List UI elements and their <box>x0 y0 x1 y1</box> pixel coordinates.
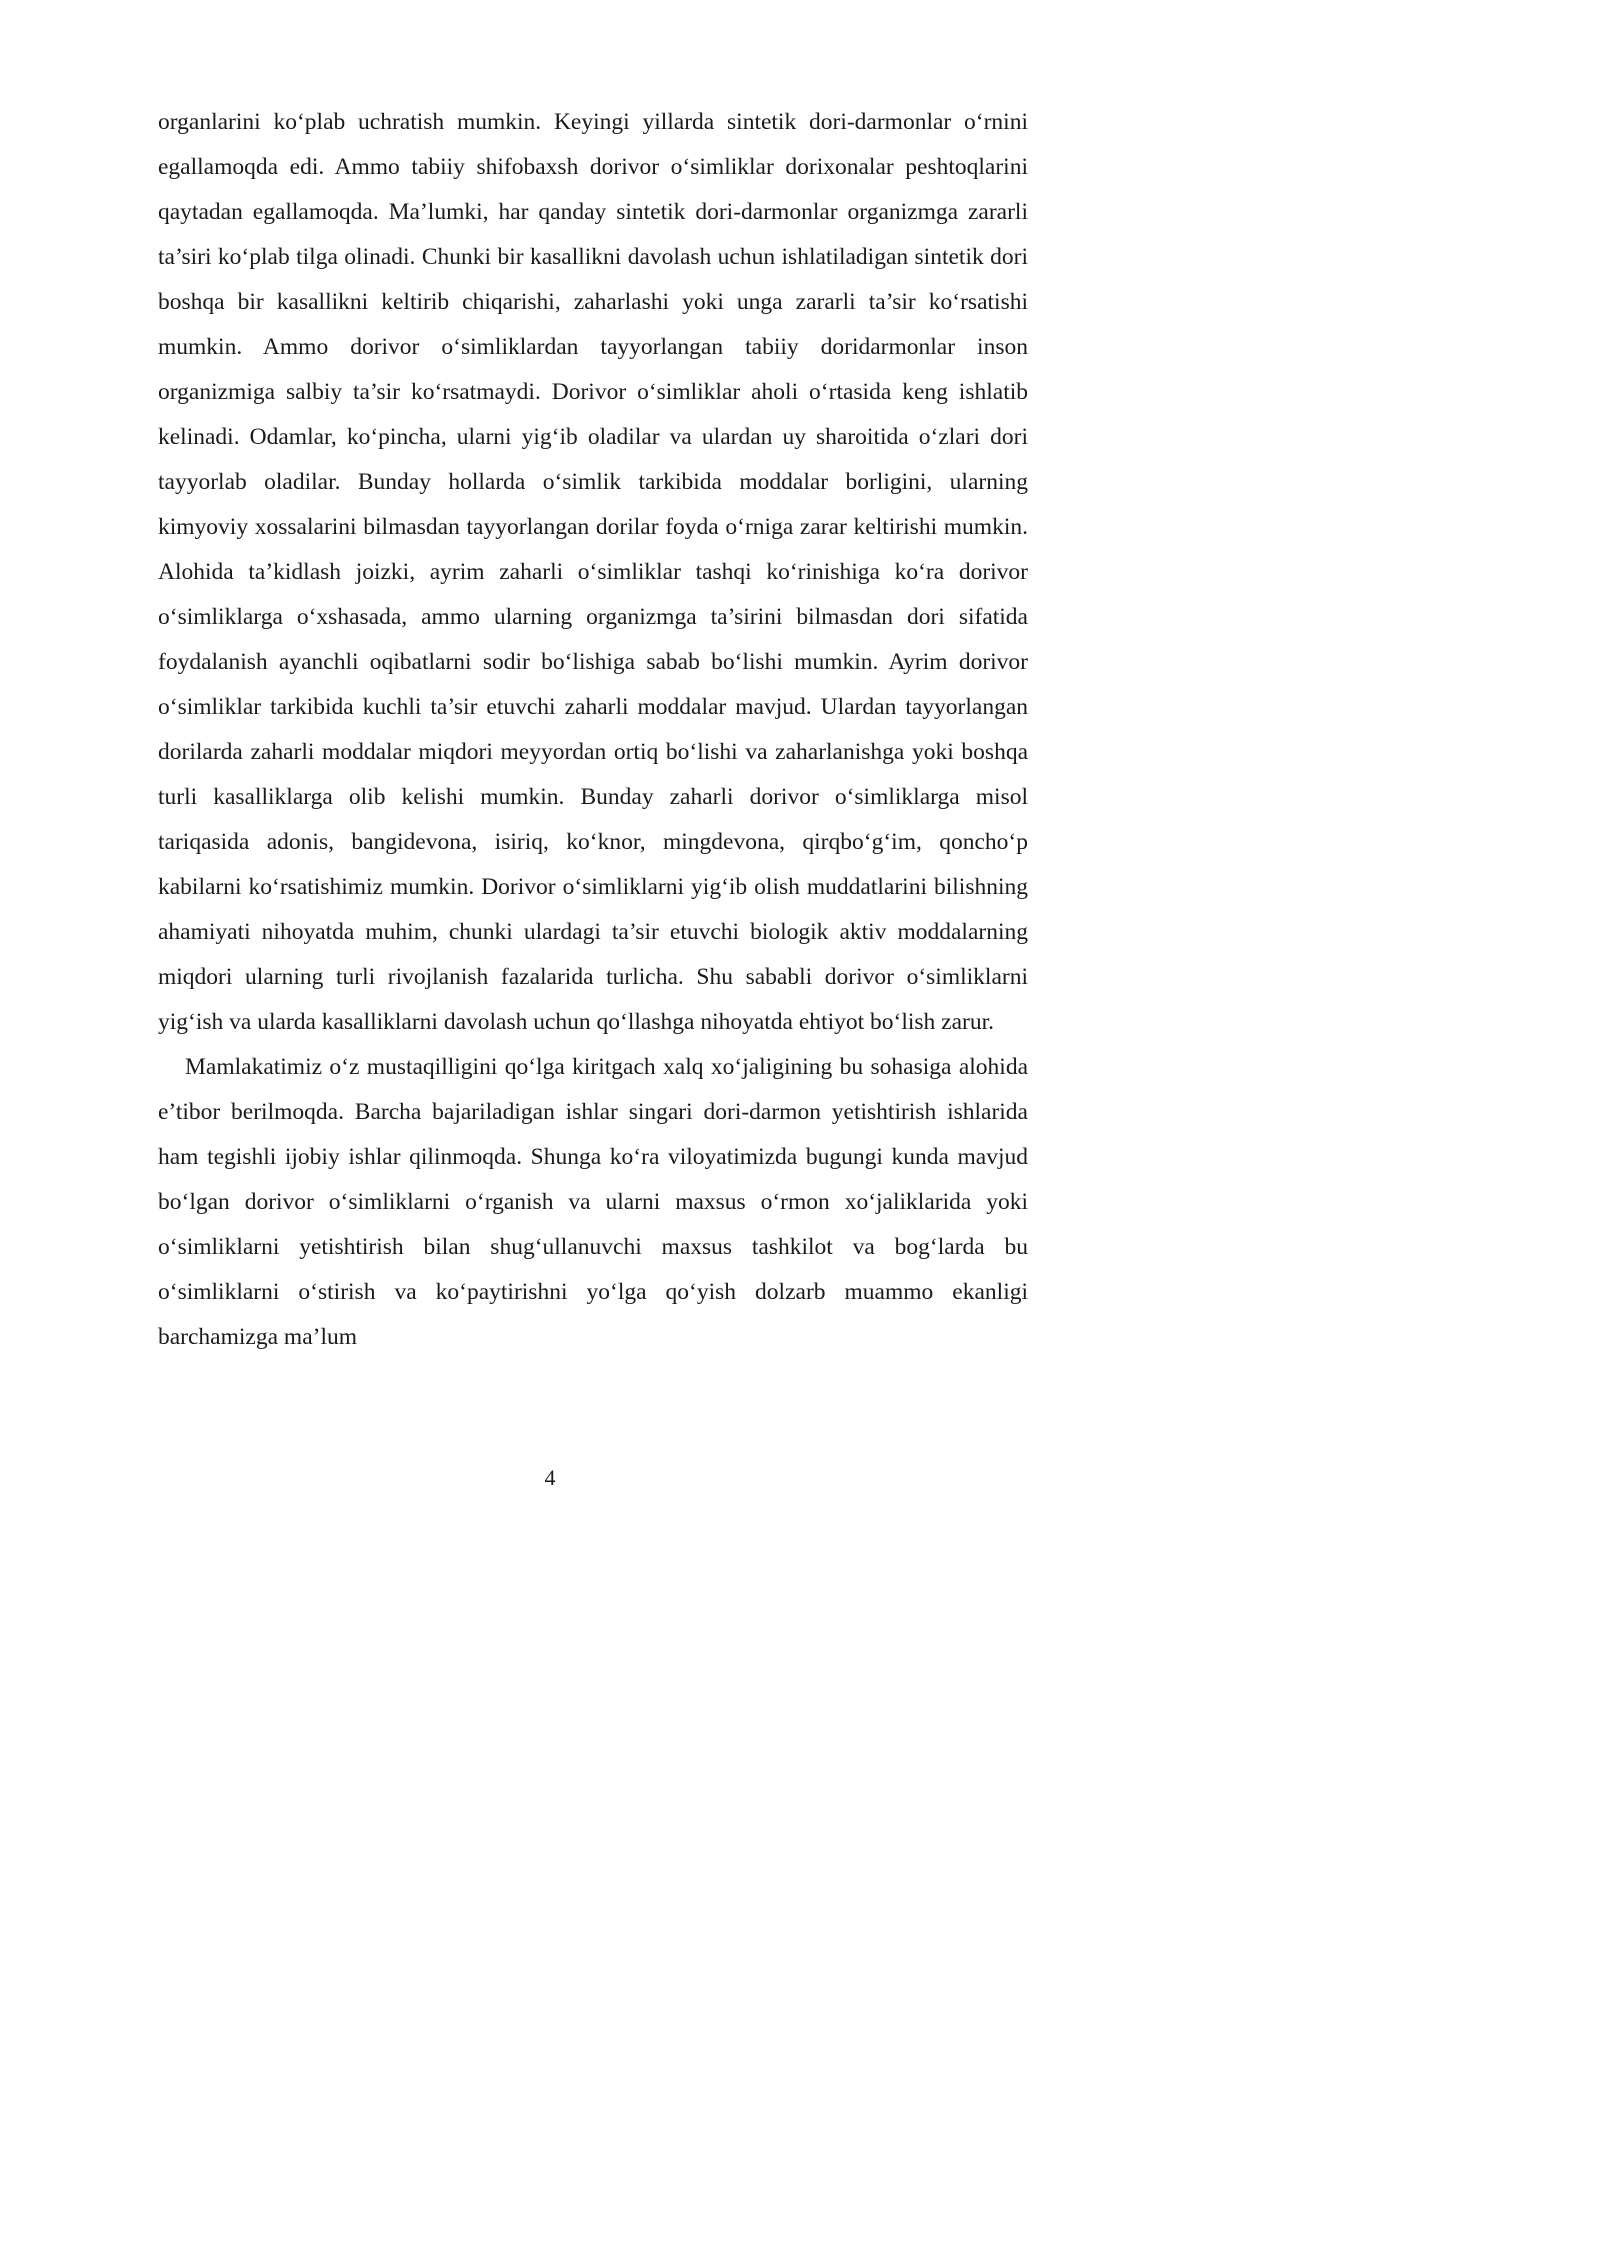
body-text <box>158 100 1028 1360</box>
page-number: 4 <box>544 1465 556 1490</box>
document-page <box>0 0 1100 1555</box>
paragraph-2: Mamlakatimiz o‘z mustaqilligini qo‘lga kiritgach xalq xo‘jaligining bu sohasiga alohida e’tibor berilmoqda. Barcha bajariladigan ishlar singari dori-darmon yetishtirish ishlarida ham tegishli ijobiy ishlar qilinmoqda. Shunga ko‘ra viloyatimizda bugungi kunda mavjud bo‘lgan dorivor o‘simliklarni o‘rganish va ularni maxsus o‘rmon xo‘jaliklarida yoki o‘simliklarni yetishtirish bilan shug‘ullanuvchi maxsus tashkilot va bog‘larda bu o‘simliklarni o‘stirish va ko‘paytirishni yo‘lga qo‘yish dolzarb muammo ekanligi barchamizga ma’lum <box>158 1054 1028 1350</box>
paragraph-1: organlarini ko‘plab uchratish mumkin. Keyingi yillarda sintetik dori-darmonlar o‘rnini egallamoqda edi. Ammo tabiiy shifobaxsh dorivor o‘simliklar dorixonalar peshtoqlarini qaytadan egallamoqda. Ma’lumki, har qanday sintetik dori-darmonlar organizmga zararli ta’siri ko‘plab tilga olinadi. Chunki bir kasallikni davolash uchun ishlatiladigan sintetik dori boshqa bir kasallikni keltirib chiqarishi, zaharlashi yoki unga zararli ta’sir ko‘rsatishi mumkin. Ammo dorivor o‘simliklardan tayyorlangan tabiiy doridarmonlar inson organizmiga salbiy ta’sir ko‘rsatmaydi. Dorivor o‘simliklar aholi o‘rtasida keng ishlatib kelinadi. Odamlar, ko‘pincha, ularni yig‘ib oladilar va ulardan uy sharoitida o‘zlari dori tayyorlab oladilar. Bunday hollarda o‘simlik tarkibida moddalar borligini, ularning kimyoviy xossalarini bilmasdan tayyorlangan dorilar foyda o‘rniga zarar keltirishi mumkin. Alohida ta’kidlash joizki, ayrim zaharli o‘simliklar tashqi ko‘rinishiga ko‘ra dorivor o‘simliklarga o‘xshasada, ammo ularning organizmga ta’sirini bilmasdan dori sifatida foydalanish ayanchli oqibatlarni sodir bo‘lishiga sabab bo‘lishi mumkin. Ayrim dorivor o‘simliklar tarkibida kuchli ta’sir etuvchi zaharli moddalar mavjud. Ulardan tayyorlangan dorilarda zaharli moddalar miqdori meyyordan ortiq bo‘lishi va zaharlanishga yoki boshqa turli kasalliklarga olib kelishi mumkin. Bunday zaharli dorivor o‘simliklarga misol tariqasida adonis, bangidevona, isiriq, ko‘knor, mingdevona, qirqbo‘g‘im, qoncho‘p kabilarni ko‘rsatishimiz mumkin. Dorivor o‘simliklarni yig‘ib olish muddatlarini bilishning ahamiyati nihoyatda muhim, chunki ulardagi ta’sir etuvchi biologik aktiv moddalarning miqdori ularning turli rivojlanish fazalarida turlicha. Shu sababli dorivor o‘simliklarni yig‘ish va ularda kasalliklarni davolash uchun qo‘llashga nihoyatda ehtiyot bo‘lish zarur. <box>158 109 1028 1035</box>
